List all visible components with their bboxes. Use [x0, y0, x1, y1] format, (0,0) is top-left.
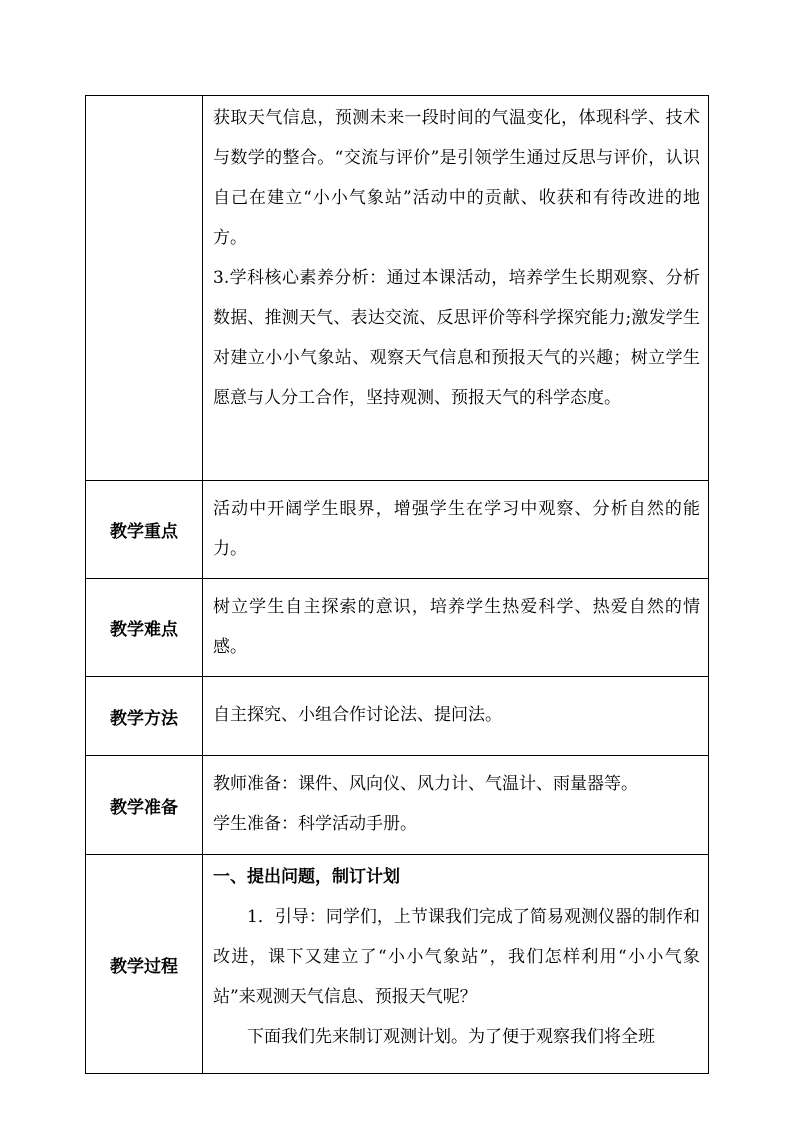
row-content — [203, 677, 709, 756]
paragraph: 获取天气信息，预测未来一段时间的气温变化，体现科学、技术与数学的整合。“交流与评价”是引领学生通过反思与评价，认识自己在建立“小小气象站”活动中的贡献、收获和有待改进的地方。 — [213, 108, 700, 248]
paragraph: 1．引导：同学们，上节课我们完成了简易观测仪器的制作和改进，课下又建立了“小小气象站”，我们怎样利用“小小气象站”来观测天气信息、预报天气呢？ — [213, 907, 700, 1007]
paragraph: 活动中开阔学生眼界，增强学生在学习中观察、分析自然的能力。 — [213, 498, 700, 559]
table-row — [86, 756, 709, 855]
table-row — [86, 855, 709, 1074]
row-label-key-points: 教学重点 — [86, 481, 203, 579]
table-row — [86, 579, 709, 677]
row-label-difficulties: 教学难点 — [86, 579, 203, 677]
row-content — [203, 855, 709, 1074]
row-content — [203, 756, 709, 855]
paragraph: 树立学生自主探索的意识，培养学生热爱科学、热爱自然的情感。 — [213, 596, 700, 657]
row-content — [203, 481, 709, 579]
paragraph: 学生准备：科学活动手册。 — [213, 814, 417, 834]
table-row — [86, 677, 709, 756]
row-label-methods: 教学方法 — [86, 677, 203, 756]
row-label — [86, 96, 203, 481]
section-heading: 一、提出问题，制订计划 — [213, 867, 400, 887]
paragraph: 教师准备：课件、风向仪、风力计、气温计、雨量器等。 — [213, 774, 638, 794]
paragraph: 自主探究、小组合作讨论法、提问法。 — [213, 705, 502, 725]
lesson-plan-table — [85, 95, 709, 1074]
table-row — [86, 96, 709, 481]
row-label-process: 教学过程 — [86, 855, 203, 1074]
table-row — [86, 481, 709, 579]
row-content — [203, 579, 709, 677]
paragraph: 下面我们先来制订观测计划。为了便于观察我们将全班 — [247, 1027, 655, 1047]
row-content — [203, 96, 709, 481]
row-label-preparation: 教学准备 — [86, 756, 203, 855]
paragraph: 3.学科核心素养分析：通过本课活动，培养学生长期观察、分析数据、推测天气、表达交流、反思评价等科学探究能力;激发学生对建立小小气象站、观察天气信息和预报天气的兴趣；树立学生愿意与人分工合作，坚持观测、预报天气的科学态度。 — [213, 268, 700, 408]
